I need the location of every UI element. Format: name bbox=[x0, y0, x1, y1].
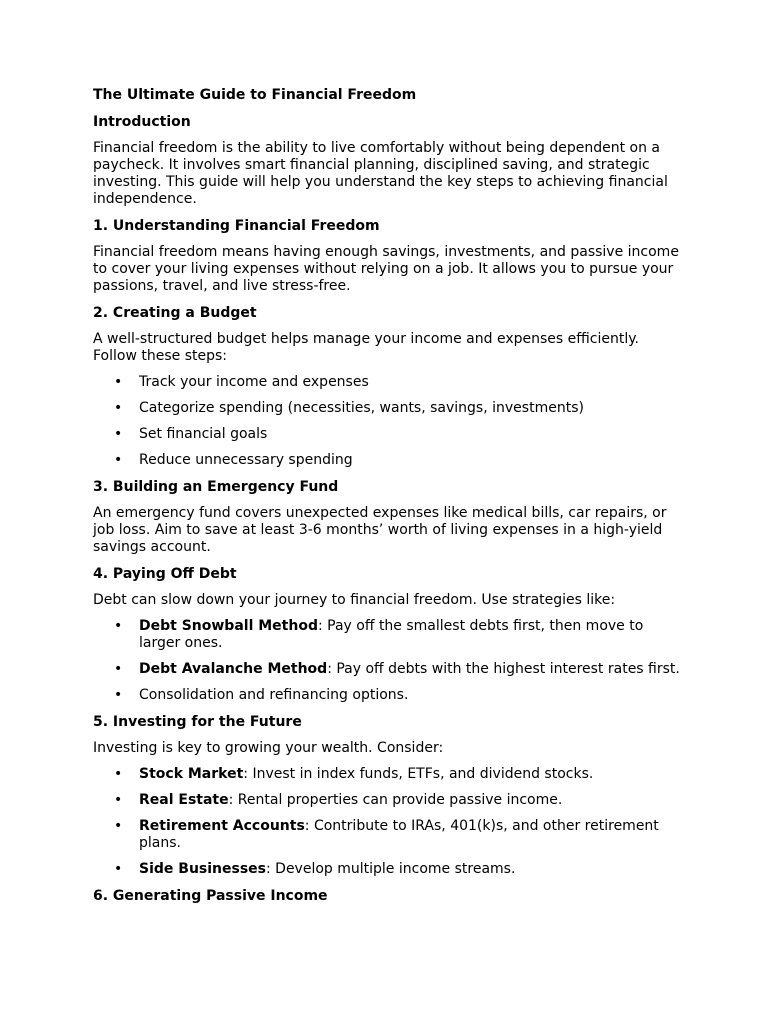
investment-options-list bbox=[93, 766, 683, 878]
list-item-text: : Pay off the smallest debts first, then move to larger ones. bbox=[139, 618, 644, 651]
list-item bbox=[93, 400, 683, 417]
list-item bbox=[93, 426, 683, 443]
list-item bbox=[93, 374, 683, 391]
section-6-heading: 6. Generating Passive Income bbox=[93, 888, 328, 904]
list-item-term: Retirement Accounts bbox=[139, 818, 305, 834]
section-2-paragraph: A well-structured budget helps manage your income and expenses efficiently. Follow these steps: bbox=[93, 331, 639, 364]
list-item bbox=[93, 618, 683, 652]
list-item-text: : Pay off debts with the highest interest rates first. bbox=[327, 661, 680, 677]
list-item-term: Debt Snowball Method bbox=[139, 618, 318, 634]
document-title: The Ultimate Guide to Financial Freedom bbox=[93, 87, 417, 103]
list-item-text: Set financial goals bbox=[139, 426, 268, 442]
bullet-icon: • bbox=[114, 766, 123, 782]
bullet-icon: • bbox=[114, 687, 123, 703]
bullet-icon: • bbox=[114, 426, 123, 442]
list-item bbox=[93, 661, 683, 678]
section-3-heading: 3. Building an Emergency Fund bbox=[93, 479, 339, 495]
list-item-text: : Invest in index funds, ETFs, and dividend stocks. bbox=[243, 766, 594, 782]
bullet-icon: • bbox=[114, 861, 123, 877]
list-item-text: Track your income and expenses bbox=[139, 374, 369, 390]
section-3-paragraph: An emergency fund covers unexpected expenses like medical bills, car repairs, or job loss. Aim to save at least 3-6 months’ worth of living expenses in a high-yield savings account. bbox=[93, 505, 667, 555]
document-page bbox=[93, 86, 683, 914]
section-5-paragraph: Investing is key to growing your wealth. Consider: bbox=[93, 740, 444, 756]
section-2-heading: 2. Creating a Budget bbox=[93, 305, 257, 321]
list-item-text: : Contribute to IRAs, 401(k)s, and other retirement plans. bbox=[139, 818, 659, 851]
list-item-term: Real Estate bbox=[139, 792, 229, 808]
list-item bbox=[93, 792, 683, 809]
bullet-icon: • bbox=[114, 374, 123, 390]
debt-strategies-list bbox=[93, 618, 683, 704]
bullet-icon: • bbox=[114, 818, 123, 834]
list-item bbox=[93, 452, 683, 469]
bullet-icon: • bbox=[114, 400, 123, 416]
budget-steps-list bbox=[93, 374, 683, 469]
list-item-text: : Rental properties can provide passive income. bbox=[228, 792, 563, 808]
list-item-term: Side Businesses bbox=[139, 861, 266, 877]
list-item bbox=[93, 766, 683, 783]
section-1-heading: 1. Understanding Financial Freedom bbox=[93, 218, 380, 234]
list-item-text: Consolidation and refinancing options. bbox=[139, 687, 409, 703]
list-item-term: Stock Market bbox=[139, 766, 244, 782]
list-item bbox=[93, 861, 683, 878]
list-item-text: : Develop multiple income streams. bbox=[266, 861, 516, 877]
intro-heading: Introduction bbox=[93, 114, 191, 130]
section-5-heading: 5. Investing for the Future bbox=[93, 714, 302, 730]
list-item-text: Reduce unnecessary spending bbox=[139, 452, 353, 468]
intro-paragraph: Financial freedom is the ability to live comfortably without being dependent on a paycheck. It involves smart financial planning, disciplined saving, and strategic investing. This guide will help you understand the key steps to achieving financial independence. bbox=[93, 140, 668, 207]
list-item-text: Categorize spending (necessities, wants, savings, investments) bbox=[139, 400, 584, 416]
bullet-icon: • bbox=[114, 618, 123, 634]
bullet-icon: • bbox=[114, 452, 123, 468]
section-4-paragraph: Debt can slow down your journey to financial freedom. Use strategies like: bbox=[93, 592, 616, 608]
bullet-icon: • bbox=[114, 792, 123, 808]
list-item bbox=[93, 687, 683, 704]
section-1-paragraph: Financial freedom means having enough savings, investments, and passive income to cover your living expenses without relying on a job. It allows you to pursue your passions, travel, and live stress-free. bbox=[93, 244, 679, 294]
bullet-icon: • bbox=[114, 661, 123, 677]
list-item-term: Debt Avalanche Method bbox=[139, 661, 328, 677]
section-4-heading: 4. Paying Off Debt bbox=[93, 566, 237, 582]
list-item bbox=[93, 818, 683, 852]
